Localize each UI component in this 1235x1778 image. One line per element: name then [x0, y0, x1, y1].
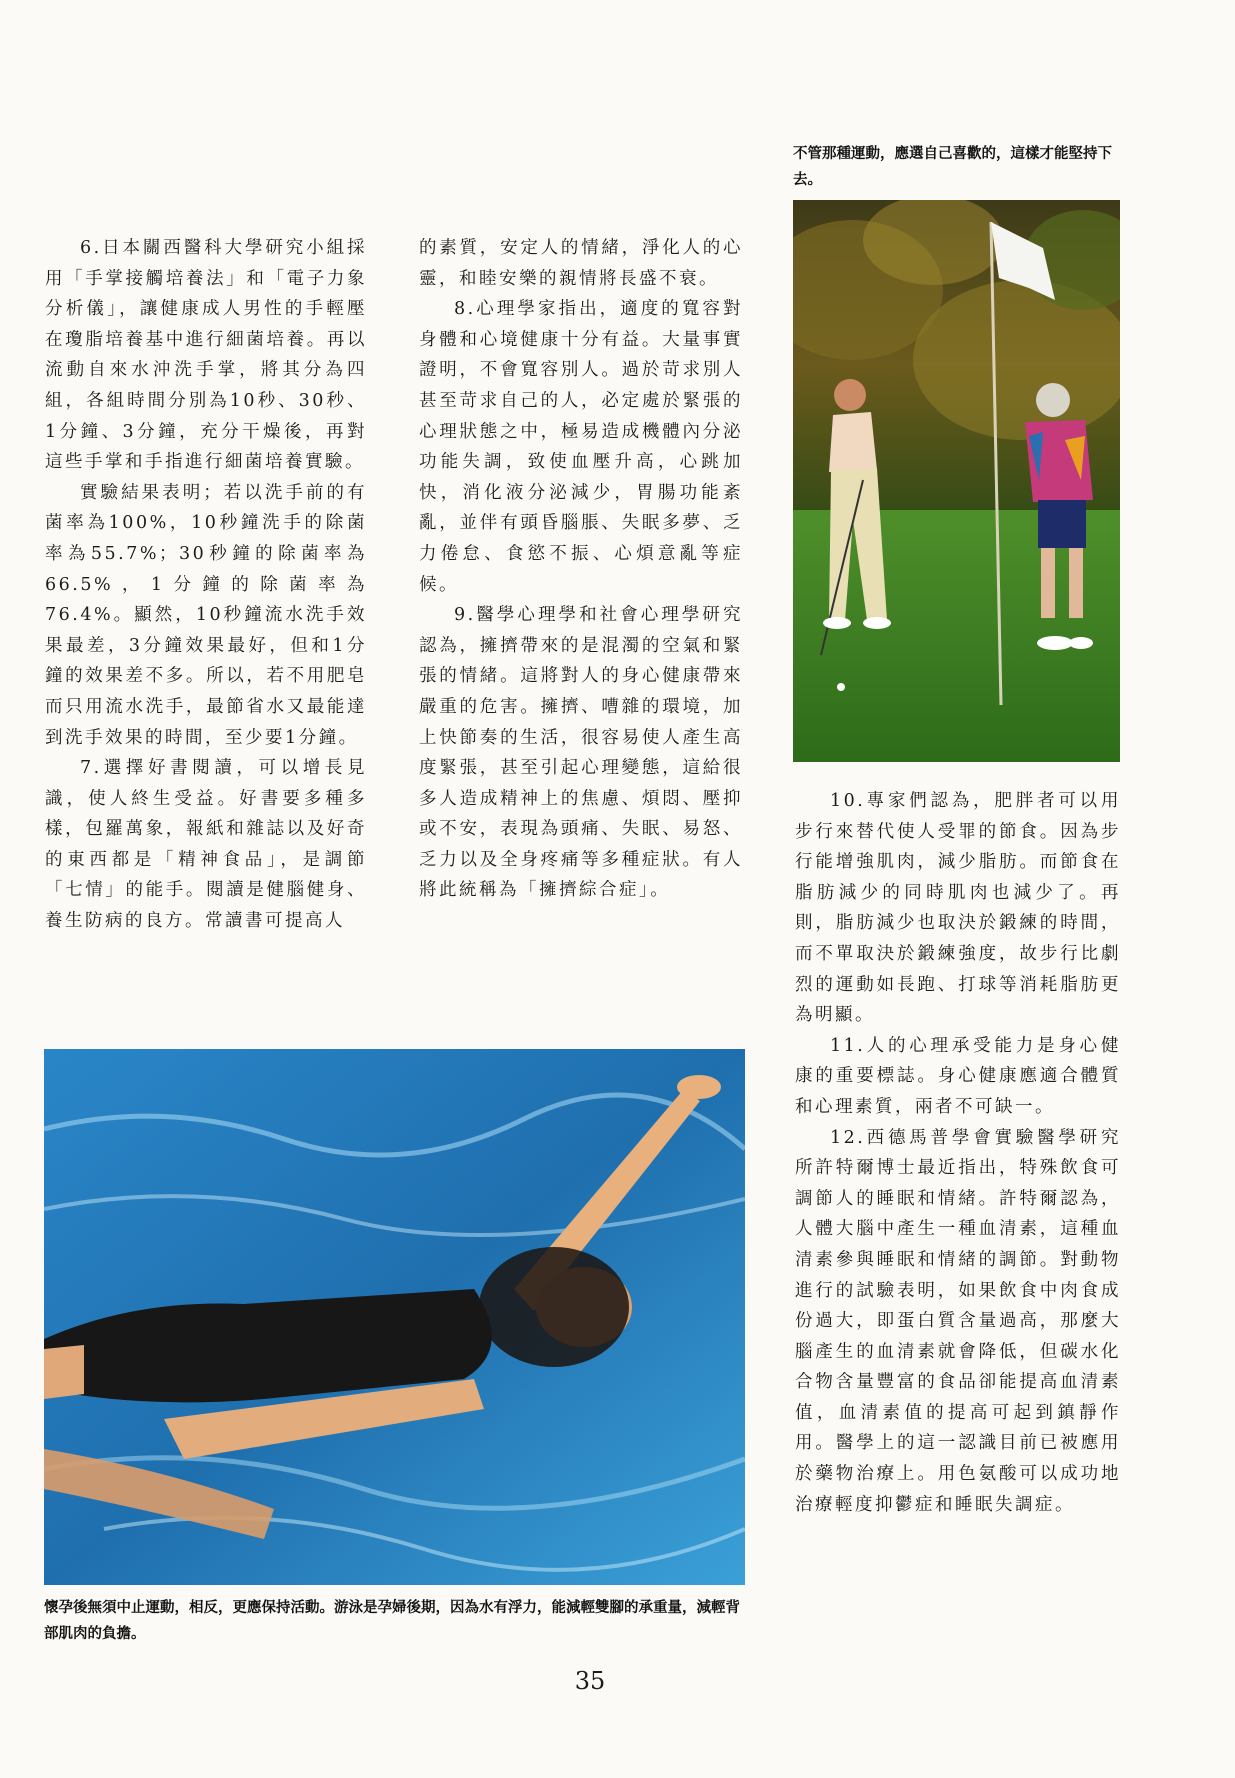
page-number: 35 — [574, 1667, 606, 1695]
paragraph-9: 9.醫學心理學和社會心理學研究認為，擁擠帶來的是混濁的空氣和緊張的情緒。這將對人的身心健康帶來嚴重的危害。擁擠、嘈雜的環境，加上快節奏的生活，很容易使人產生高度緊張，甚至引起心理變態，這給很多人造成精神上的焦慮、煩悶、壓抑或不安，表現為頭痛、失眠、易怒、乏力以及全身疼痛等多種症狀。有人將此統稱為「擁擠綜合症」。 — [419, 605, 743, 901]
golf-photo — [793, 200, 1120, 762]
paragraph-12: 12.西德馬普學會實驗醫學研究所許特爾博士最近指出，特殊飲食可調節人的睡眠和情緒。許特爾認為，人體大腦中產生一種血清素，這種血清素參與睡眠和情緒的調節。對動物進行的試驗表明，如果飲食中肉食成份過大，即蛋白質含量過高，那麼大腦產生的血清素就會降低，但碳水化合物含量豐富的食品卻能提高血清素值，血清素值的提高可起到鎮靜作用。醫學上的這一認識目前已被應用於藥物治療上。用色氨酸可以成功地治療輕度抑鬱症和睡眠失調症。 — [795, 1127, 1121, 1515]
swimming-photo — [44, 1049, 745, 1585]
paragraph-8: 8.心理學家指出，適度的寬容對身體和心境健康十分有益。大量事實證明，不會寬容別人。過於苛求別人甚至苛求自己的人，必定處於緊張的心理狀態之中，極易造成機體內分泌功能失調，致使血壓升高，心跳加快，消化液分泌減少，胃腸功能紊亂，並伴有頭昏腦脹、失眠多夢、乏力倦怠、食慾不振、心煩意亂等症候。 — [419, 299, 743, 595]
paragraph-experiment-result: 實驗結果表明；若以洗手前的有菌率為100%，10秒鐘洗手的除菌率為55.7%；30秒鐘的除菌率為66.5%，1分鐘的除菌率為76.4%。顯然，10秒鐘流水洗手效果最差，3分鐘效果最好，但和1分鐘的效果差不多。所以，若不用肥皂而只用流水洗手，最節省水又最能達到洗手效果的時間，至少要1分鐘。 — [45, 482, 367, 748]
paragraph-7-continued: 的素質，安定人的情緒，淨化人的心靈，和睦安樂的親情將長盛不衰。 — [419, 238, 743, 289]
paragraph-11: 11.人的心理承受能力是身心健康的重要標誌。身心健康應適合體質和心理素質，兩者不可缺一。 — [795, 1035, 1121, 1117]
swimming-photo-caption: 懷孕後無須中止運動，相反，更應保持活動。游泳是孕婦後期，因為水有浮力，能減輕雙腳的承重量，減輕背部肌肉的負擔。 — [44, 1600, 740, 1642]
column-1 — [45, 233, 367, 937]
column-2 — [419, 233, 743, 906]
paragraph-10: 10.專家們認為，肥胖者可以用步行來替代使人受罪的節食。因為步行能增強肌肉，減少脂肪。而節食在脂肪減少的同時肌肉也減少了。再則，脂肪減少也取決於鍛練的時間，而不單取決於鍛練強度，故步行比劇烈的運動如長跑、打球等消耗脂肪更為明顯。 — [795, 791, 1121, 1026]
paragraph-6: 6.日本關西醫科大學研究小組採用「手掌接觸培養法」和「電子力象分析儀」，讓健康成人男性的手輕壓在瓊脂培養基中進行細菌培養。再以流動自來水沖洗手掌，將其分為四組，各組時間分別為10秒、30秒、1分鐘、3分鐘，充分干燥後，再對這些手掌和手指進行細菌培養實驗。 — [45, 238, 367, 473]
paragraph-7: 7.選擇好書閱讀，可以增長見識，使人終生受益。好書要多種多樣，包羅萬象，報紙和雜誌以及好奇的東西都是「精神食品」，是調節「七情」的能手。閱讀是健腦健身、養生防病的良方。常讀書可提高人 — [45, 758, 367, 932]
golf-photo-caption: 不管那種運動，應選自己喜歡的，這樣才能堅持下去。 — [793, 146, 1112, 188]
column-3 — [795, 786, 1121, 1520]
